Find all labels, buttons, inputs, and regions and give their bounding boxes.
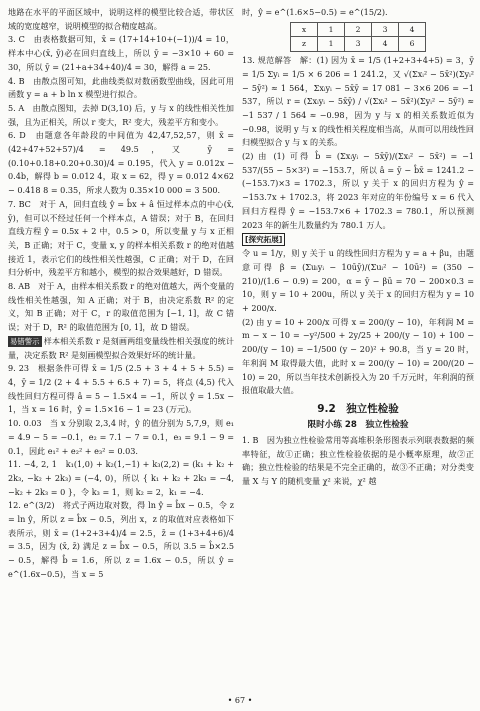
- right-para-4: 1. B 因为独立性检验常用等高堆积条形图表示列联表数据的频率特征，故①正确；独立性检验依据的是小概率原理，故②正确；独立性检验的结果是不完全正确的，故③不正确；对分类变量 X 与 Y 的随机变量 χ² 来说，χ² 越: [242, 434, 474, 487]
- section-title: 9.2 独立性检验: [317, 402, 399, 415]
- left-para-2: 4. B 由散点图可知，此曲线类似对数函数型曲线，因此可用函数 y = a + b ln x 模型进行拟合。: [8, 75, 234, 100]
- left-para-4: 6. D 由题意各年龄段的中间值为 42,47,52,57，则 x̄ = (42+47+52+57)/4 = 49.5，又 ȳ = (0.10+0.18+0.20+0.30)/4 = 0.195，代入 y = 0.012x − 0.4b，解得 b = 0.012 4，取 x = 62，得 y = 0.012 4×62 − 0.418 8 = 0.35，所求人数为 0.35×10 000 = 3 500.: [8, 130, 234, 196]
- explore-extension-label: [探究拓展]: [242, 233, 285, 246]
- left-para-5: 7. BC 对于 A，回归直线 ŷ = b̂x + â 恒过样本点的中心(x̄, ȳ)，但可以不经过任何一个样本点，A 错误；对于 B，在回归直线方程 ŷ = 0.5x + 2 中，0.5 > 0，所以变量 y 与 x 正相关，B 正确；对于 C，变量 x, y 的样本相关系数 r 的绝对值越接近 1，表示它们的线性相关性越强，C 正确；对于 D，在回归分析中，残差平方和越小，模型的拟合效果越好，D 错误。: [8, 198, 234, 278]
- table-cell: 6: [399, 37, 426, 52]
- right-top-line: 时，ŷ = e^(1.6×5−0.5) = e^(15/2).: [242, 7, 388, 17]
- left-para-6: 8. AB 对于 A，由样本相关系数 r 的绝对值越大，两个变量的线性相关性越强，知 A 正确；对于 B，由决定系数 R² 的定义，知 B 正确；对于 C，r 的取值范围为 [−1, 1]，故 C 错误；对于 D，R² 的取值范围为 [0, 1]，故 D 错误。: [8, 281, 234, 333]
- right-para-3: (2) 由 y = 10 + 200/x 可得 x = 200/(y − 10)，年利润 M = m − x − 10 = −y²/500 + 2y/25 + 200/(y − 10) + 100 − 200/(y − 10) = −1/500 (y − 20)² + 90.8，当 y = 20 时，年利润 M 取得最大值，此时 x = 200/(y − 10) = 200/(20 − 10) = 20，所以当年技术创新投入为 20 千万元时，年利润的预报值取最大值。: [242, 316, 474, 396]
- left-para-3: 5. A 由散点图知，去掉 D(3,10) 后，y 与 x 的线性相关性加强，且为正相关，所以 r 变大，R² 变大，残差平方和变小。: [8, 102, 234, 127]
- right-para-2: 令 u = 1/y，则 y 关于 u 的线性回归方程为 y = a + βu，由题意可得 β = (Σuᵢyᵢ − 10ūȳ)/(Σuᵢ² − 10ū²) = (350 − 210)/(1.6 − 0.9) = 200，α = ȳ − βū = 70 − 200×0.3 = 10，则 y = 10 + 200u，所以 y 关于 x 的回归方程为 y = 10 + 200/x.: [242, 248, 474, 314]
- page-number: • 67 •: [227, 696, 253, 705]
- error-note: [8, 335, 234, 362]
- xz-table: [290, 22, 426, 52]
- table-cell: 1: [318, 22, 345, 37]
- left-para-1: 3. C 由表格数据可知，x̄ = (17+14+10+(−1))/4 = 10，样本中心(x̄, ȳ)必在回归直线上，所以 ȳ = −3×10 + 60 = 30，所以 ȳ = (21+a+34+40)/4 = 30，解得 a = 25.: [8, 34, 234, 72]
- left-para-10: 11. −4, 2, 1 k₁(1,0) + k₂(1,−1) + k₃(2,2) = (k₁ + k₂ + 2k₃, −k₂ + 2k₃) = (−4, 0)，所以 { k₁ + k₂ + 2k₃ = −4, −k₂ + 2k₃ = 0 }，令 k₃ = 1，则 k₂ = 2，k₁ = −4.: [8, 459, 234, 497]
- table-cell: z: [291, 37, 318, 52]
- drill-title: 限时小练 28 独立性检验: [307, 419, 409, 430]
- error-note-text: 样本相关系数 r 是刻画两组变量线性相关强度的统计量，决定系数 R² 是刻画模型拟合效果好坏的统计量。: [8, 335, 234, 360]
- left-column: [8, 6, 234, 582]
- table-cell: 1: [318, 37, 345, 52]
- table-cell: 2: [345, 22, 372, 37]
- table-cell: 3: [372, 22, 399, 37]
- right-column: [242, 6, 474, 489]
- table-row: [291, 22, 426, 37]
- table-cell: x: [291, 22, 318, 37]
- left-para-9: 10. 0.03 当 x 分别取 2,3,4 时，ŷ 的值分别为 5,7,9，则 e₁ = 4.9 − 5 = −0.1，e₂ = 7.1 − 7 = 0.1，e₃ = 9.1 − 9 = 0.1，因此 e₁² + e₂² + e₃² = 0.03.: [8, 418, 234, 456]
- error-note-tag: 易错警示: [10, 336, 40, 346]
- table-cell: 3: [345, 37, 372, 52]
- table-cell: 4: [372, 37, 399, 52]
- left-para-11: 12. e^(3/2) 将式子两边取对数，得 ln ŷ = b̂x − 0.5，令 z = ln ŷ，所以 z = b̂x − 0.5，列出 x，z 的取值对应表格如下表所示，则 x̄ = (1+2+3+4)/4 = 2.5，z̄ = (1+3+4+6)/4 = 3.5，因为 (x̄, z̄) 满足 z = b̂x − 0.5，所以 3.5 = b̂×2.5 − 0.5，解得 b̂ = 1.6，所以 z = 1.6x − 0.5，所以 ŷ = e^(1.6x−0.5)，当 x = 5: [8, 500, 234, 579]
- table-cell: 4: [399, 22, 426, 37]
- right-para-1: (2) 由 (1) 可得 b̂ = (Σxᵢyᵢ − 5x̄ȳ)/(Σxᵢ² − 5x̄²) = −1 537/(55 − 5×3²) = −153.7，所以 â = ȳ − b̂x̄ = 1241.2 − (−153.7)×3 = 1702.3，所以 y 关于 x 的回归方程为 ŷ = −153.7x + 1702.3，将 2023 年对应的年份编号 x = 6 代入回归方程得 ŷ = −153.7×6 + 1702.3 = 780.1，所以预测 2023 年的新生儿数量约为 780.1 万人。: [242, 151, 474, 230]
- left-para-0: 地路在水平的平面区域中，说明这样的模型比较合适，带状区域的宽度越窄，说明模型的拟合精度越高。: [8, 7, 234, 31]
- right-para-0: 13. 规范解答 解：(1) 因为 x̄ = 1/5 (1+2+3+4+5) = 3，ȳ = 1/5 Σyᵢ = 1/5 × 6 206 = 1 241.2，又 √(Σxᵢ² − 5x̄²)(Σyᵢ² − 5ȳ²) ≈ 1 564，Σxᵢyᵢ − 5x̄ȳ = 17 081 − 3×6 206 = −1 537，所以 r = (Σxᵢyᵢ − 5x̄ȳ) / √(Σxᵢ² − 5x̄²)(Σyᵢ² − 5ȳ²) ≈ −1 537 / 1 564 ≈ −0.98，因为 y 与 x 的相关系数近似为 −0.98，说明 y 与 x 的线性相关程度相当高，从而可以用线性回归模型拟合 y 与 x 的关系。: [242, 55, 474, 148]
- table-row: [291, 37, 426, 52]
- left-para-8: 9. 23 根据条件可得 x̄ = 1/5 (2.5 + 3 + 4 + 5 + 5.5) = 4，ȳ = 1/2 (2 + 4 + 5.5 + 6.5 + 7) = 5，将点 (4,5) 代入线性回归方程可得 â = 5 − 1.5×4 = −1，所以 ŷ = 1.5x − 1，当 x = 16 时，ŷ = 1.5×16 − 1 = 23 (万元)。: [8, 363, 234, 415]
